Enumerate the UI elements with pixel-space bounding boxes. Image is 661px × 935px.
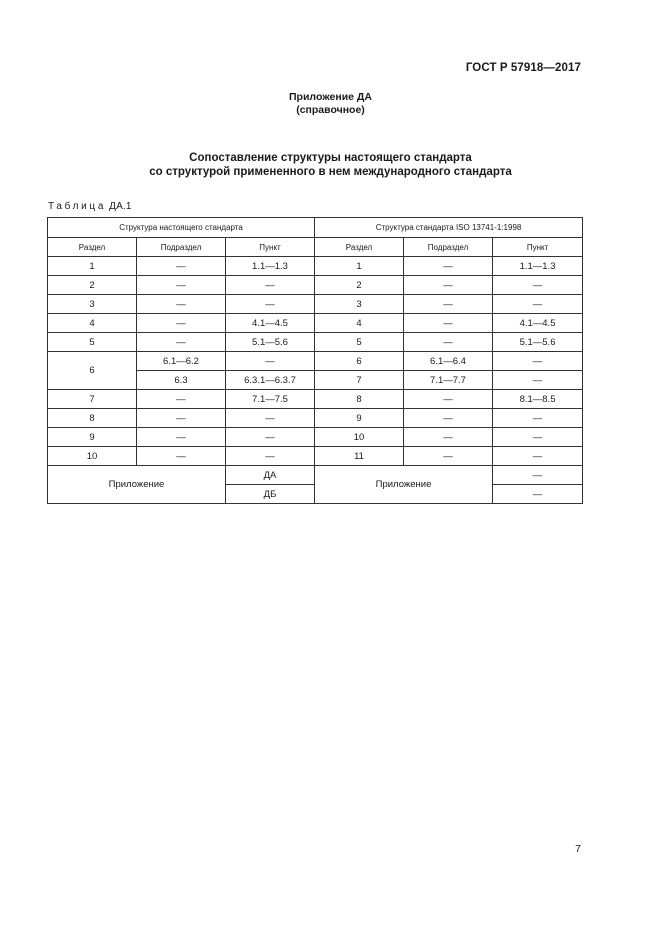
table-cell: — [404,295,493,314]
table-cell: 6 [48,352,137,390]
document-code: ГОСТ Р 57918—2017 [465,62,581,74]
table-cell: 8.1—8.5 [493,390,583,409]
appendix-item: — [493,485,583,504]
comparison-table [47,217,583,504]
table-cell: 8 [48,409,137,428]
col-header-clause: Пункт [226,238,315,257]
table-cell: — [404,447,493,466]
table-cell: 5.1—5.6 [493,333,583,352]
table-cell: 10 [48,447,137,466]
table-cell: — [493,428,583,447]
col-header-section: Раздел [48,238,137,257]
table-row [48,409,583,428]
table-row [48,257,583,276]
table-row [48,333,583,352]
col-header-subsection: Подраздел [404,238,493,257]
table-row [48,428,583,447]
table-cell: — [137,428,226,447]
table-cell: — [226,409,315,428]
table-cell: 1.1—1.3 [226,257,315,276]
table-cell: — [137,333,226,352]
table-cell: 11 [315,447,404,466]
col-header-subsection: Подраздел [137,238,226,257]
table-cell: 5 [315,333,404,352]
table-cell: — [226,447,315,466]
table-cell: 2 [315,276,404,295]
table-cell: — [493,371,583,390]
appendix-label-iso: Приложение [315,466,493,504]
page-number: 7 [575,843,581,855]
table-cell: — [493,352,583,371]
table-cell: — [137,314,226,333]
table-cell: 9 [315,409,404,428]
col-header-clause: Пункт [493,238,583,257]
table-cell: — [226,352,315,371]
table-cell: — [493,295,583,314]
table-cell: 6.3.1—6.3.7 [226,371,315,390]
table-cell: 4.1—4.5 [226,314,315,333]
table-cell: 4 [315,314,404,333]
table-cell: 7 [315,371,404,390]
table-cell: 5.1—5.6 [226,333,315,352]
table-row-appendix [48,466,583,485]
table-row [48,276,583,295]
table-cell: — [493,409,583,428]
section-title [0,151,661,179]
table-cell: 3 [48,295,137,314]
table-cell: — [404,390,493,409]
table-cell: — [404,276,493,295]
table-cell: — [404,428,493,447]
table-cell: 7.1—7.7 [404,371,493,390]
table-row [48,314,583,333]
table-row [48,352,583,371]
appendix-item: — [493,466,583,485]
section-title-line-1: Сопоставление структуры настоящего стандарта [189,152,472,164]
table-cell: 1 [48,257,137,276]
table-column-header-row [48,238,583,257]
table-cell: 3 [315,295,404,314]
table-cell: 2 [48,276,137,295]
table-cell: 9 [48,428,137,447]
group-header-iso: Структура стандарта ISO 13741-1:1998 [315,218,583,238]
table-cell: — [404,257,493,276]
table-cell: — [226,428,315,447]
table-cell: — [404,409,493,428]
table-cell: — [493,447,583,466]
table-cell: 8 [315,390,404,409]
annex-heading [0,91,661,117]
table-cell: 6.3 [137,371,226,390]
table-cell: — [137,447,226,466]
appendix-item: ДА [226,466,315,485]
table-cell: — [137,390,226,409]
table-cell: 4 [48,314,137,333]
table-cell: 1.1—1.3 [493,257,583,276]
table-cell: 5 [48,333,137,352]
table-cell: 6.1—6.2 [137,352,226,371]
table-cell: — [226,276,315,295]
table-cell: — [226,295,315,314]
col-header-section: Раздел [315,238,404,257]
table-caption-word: Таблица [48,201,107,212]
appendix-item: ДБ [226,485,315,504]
table-cell: 6.1—6.4 [404,352,493,371]
table-cell: — [137,276,226,295]
annex-subtitle: (справочное) [296,104,365,116]
table-caption [48,201,132,212]
table-group-header-row [48,218,583,238]
appendix-label-national: Приложение [48,466,226,504]
table-cell: 1 [315,257,404,276]
section-title-line-2: со структурой примененного в нем международного стандарта [149,166,512,178]
table-cell: — [137,409,226,428]
table-cell: 4.1—4.5 [493,314,583,333]
table-caption-id: ДА.1 [109,201,132,212]
annex-title: Приложение ДА [289,91,372,103]
table-cell: 7 [48,390,137,409]
table-cell: — [404,314,493,333]
table-cell: — [137,295,226,314]
table-row [48,447,583,466]
table-row [48,295,583,314]
table-cell: 10 [315,428,404,447]
table-cell: — [404,333,493,352]
table-cell: 6 [315,352,404,371]
table-cell: 7.1—7.5 [226,390,315,409]
group-header-national: Структура настоящего стандарта [48,218,315,238]
table-cell: — [137,257,226,276]
table-cell: — [493,276,583,295]
table-row [48,390,583,409]
